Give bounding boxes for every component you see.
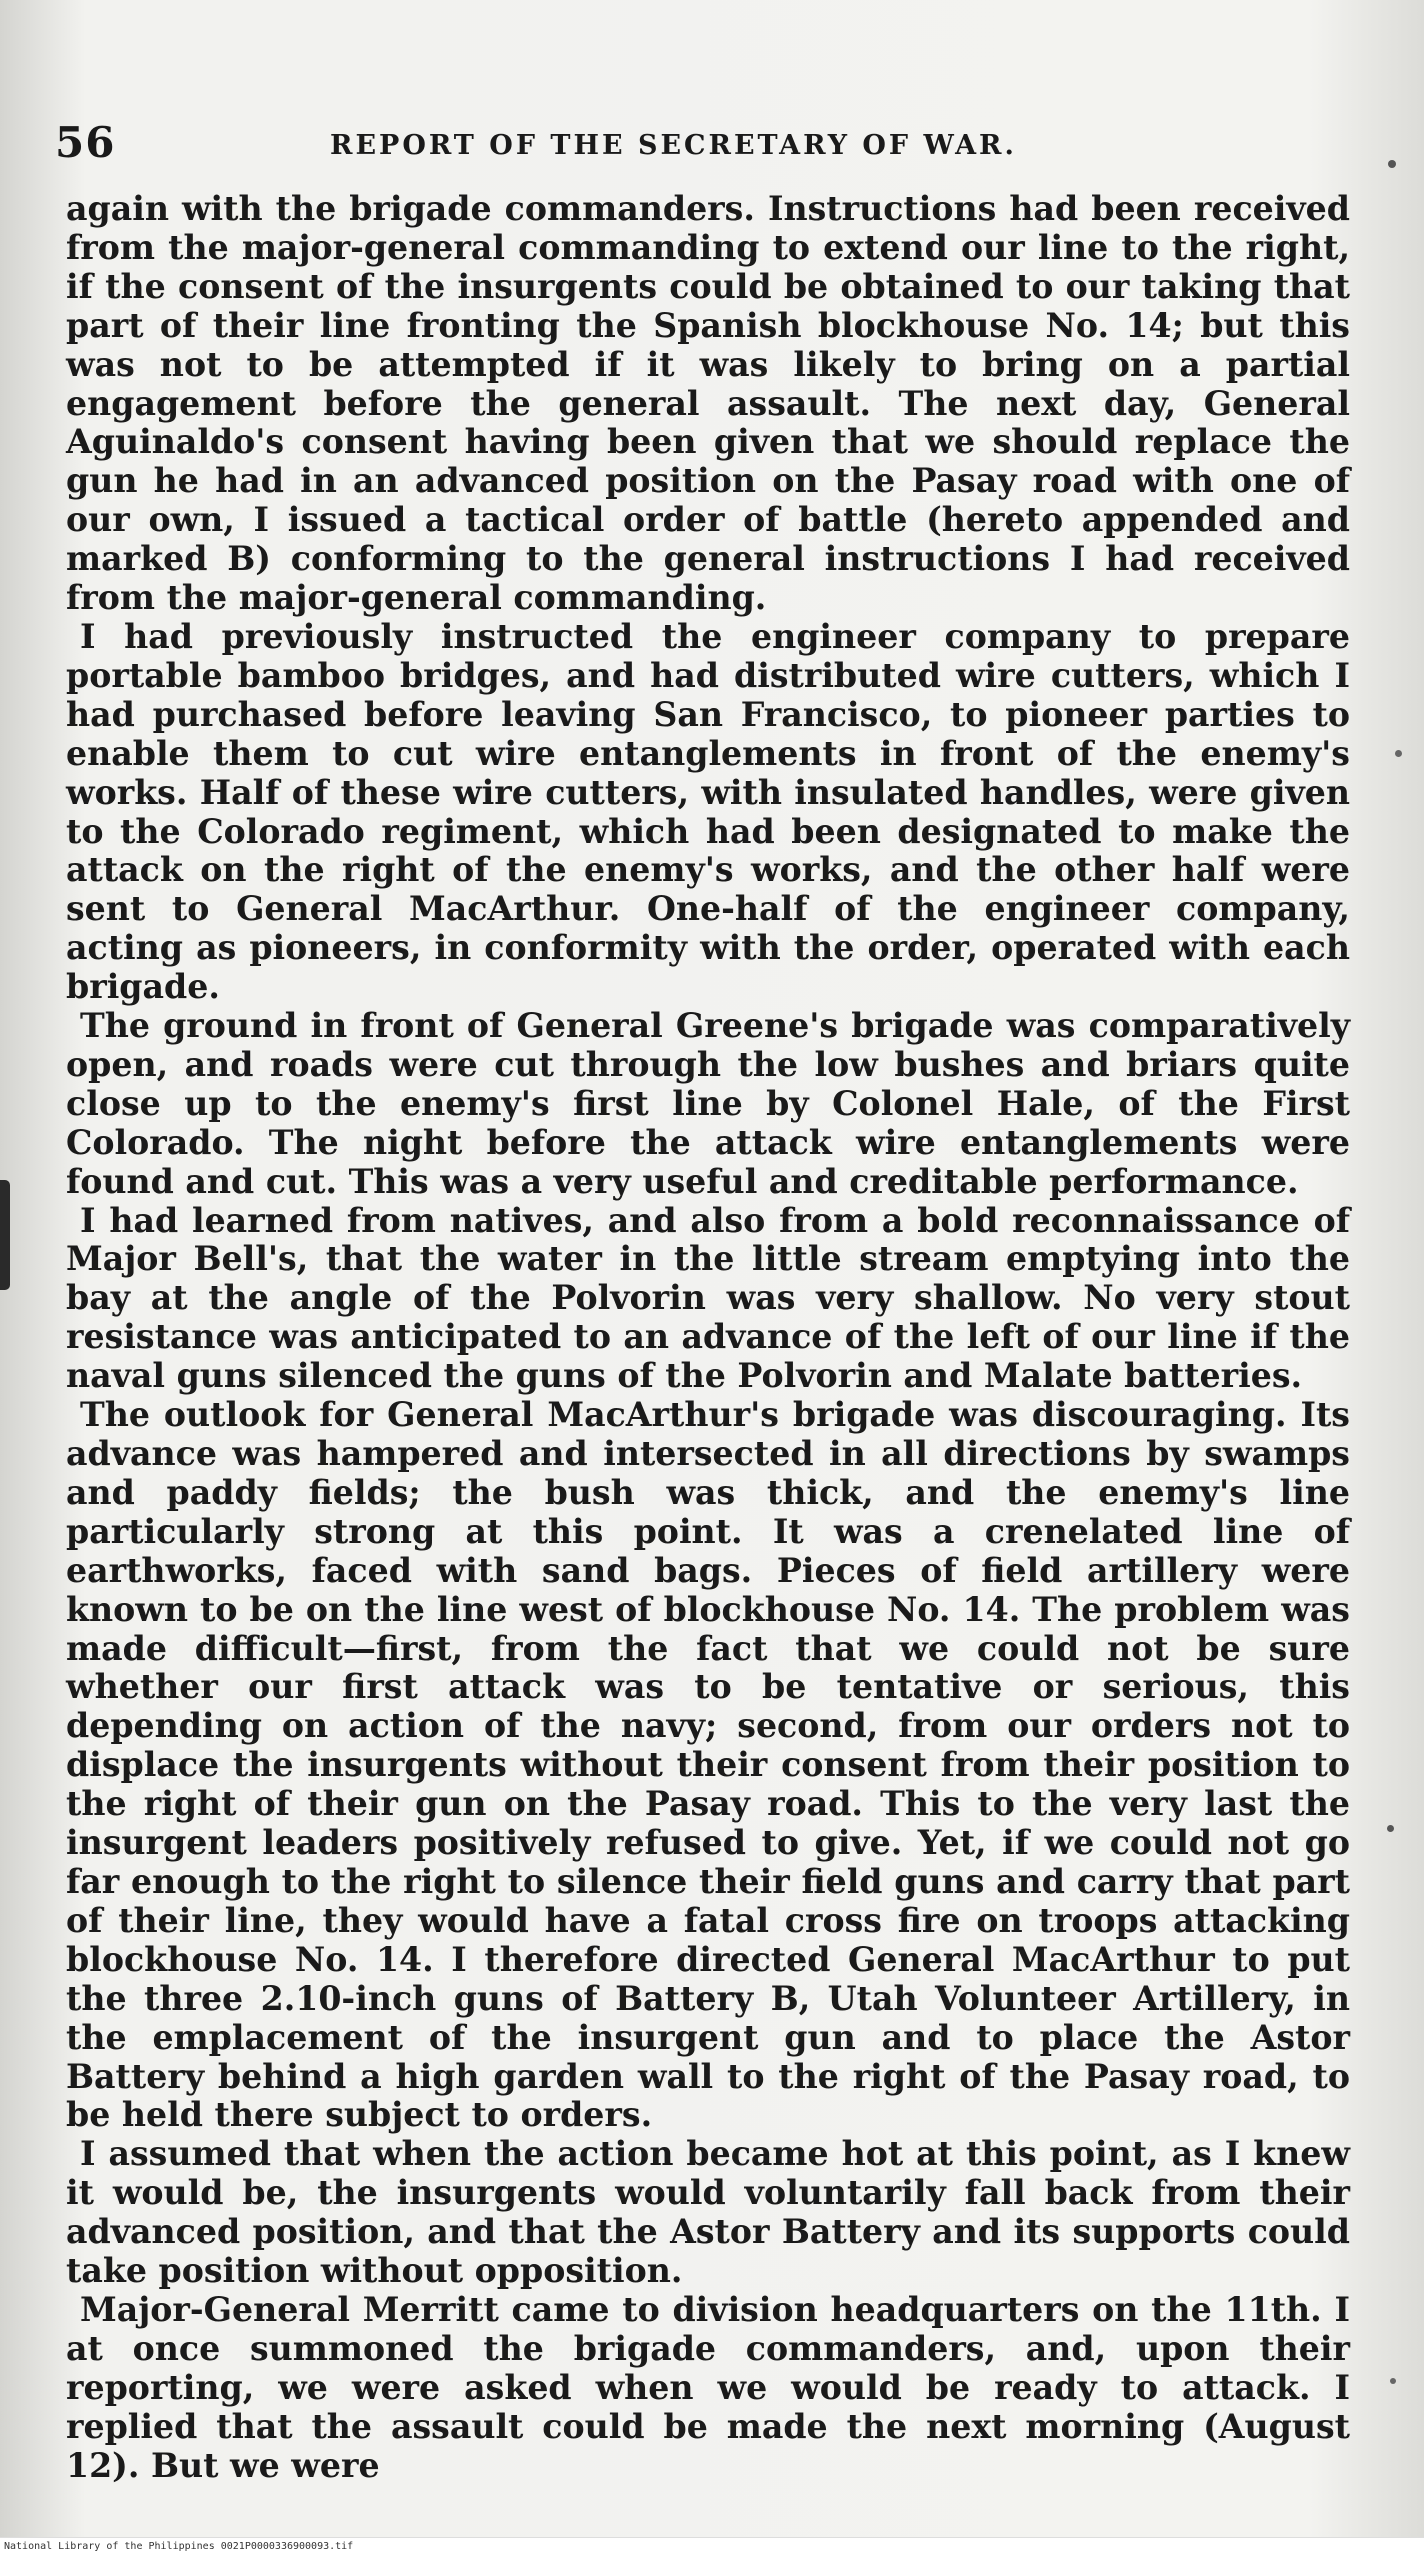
paragraph-4: I had learned from natives, and also from a bold reconnaissance of Major Bell's, that the water in the little stream emptying into the bay at the angle of the Polvorin was very shallow. No very stout resistance was anticipated to an advance of the left of our line if the naval guns silenced the guns of the Polvorin and Malate batteries. (66, 1200, 1350, 1396)
scan-mark-dot-top-right (1388, 160, 1396, 168)
paragraph-1: again with the brigade commanders. Instructions had been received from the major-general commanding to extend our line to the right, if the consent of the insurgents could be obtained to our taking that part of their line fronting the Spanish blockhouse No. 14; but this was not to be attempted if it was likely to bring on a partial engagement before the general assault. The next day, General Aguinaldo's consent having been given that we should replace the gun he had in an advanced position on the Pasay road with one of our own, I issued a tactical order of battle (hereto appended and marked B) conforming to the general instructions I had received from the major-general commanding. (66, 189, 1350, 618)
running-head: REPORT OF THE SECRETARY OF WAR. (330, 130, 1017, 161)
scan-mark-left-edge (0, 1180, 10, 1290)
body-text (66, 190, 1350, 2485)
scan-mark-dot-mid-right (1395, 750, 1402, 757)
scan-mark-dot-lower-right (1387, 1825, 1394, 1832)
page-number: 56 (55, 118, 116, 167)
footer-bar (0, 2537, 1424, 2558)
paragraph-5: The outlook for General MacArthur's brigade was discouraging. Its advance was hampered and intersected in all directions by swamps and paddy fields; the bush was thick, and the enemy's line particularly strong at this point. It was a crenelated line of earthworks, faced with sand bags. Pieces of field artillery were known to be on the line west of blockhouse No. 14. The problem was made difficult—first, from the fact that we could not be sure whether our first attack was to be tentative or serious, this depending on action of the navy; second, from our orders not to displace the insurgents without their consent from their position to the right of their gun on the Pasay road. This to the very last the insurgent leaders positively refused to give. Yet, if we could not go far enough to the right to silence their field guns and carry that part of their line, they would have a fatal cross fire on troops attacking blockhouse No. 14. I therefore directed General MacArthur to put the three 2.10-inch guns of Battery B, Utah Volunteer Artillery, in the emplacement of the insurgent gun and to place the Astor Battery behind a high garden wall to the right of the Pasay road, to be held there subject to orders. (66, 1395, 1350, 2135)
paragraph-6: I assumed that when the action became hot at this point, as I knew it would be, the insurgents would voluntarily fall back from their advanced position, and that the Astor Battery and its supports could take position without opposition. (66, 2134, 1350, 2291)
paragraph-2: I had previously instructed the engineer company to prepare portable bamboo bridges, and had distributed wire cutters, which I had purchased before leaving San Francisco, to pioneer parties to enable them to cut wire entanglements in front of the enemy's works. Half of these wire cutters, with insulated handles, were given to the Colorado regiment, which had been designated to make the attack on the right of the enemy's works, and the other half were sent to General MacArthur. One-half of the engineer company, acting as pioneers, in conformity with the order, operated with each brigade. (66, 616, 1350, 1007)
footer-source-text: National Library of the Philippines 0021P0000336900093.tif (4, 2541, 354, 2552)
scan-mark-dot-bottom-right (1390, 2378, 1396, 2384)
page-header (55, 118, 1365, 178)
paragraph-7: Major-General Merritt came to division headquarters on the 11th. I at once summoned the brigade commanders, and, upon their reporting, we were asked when we would be ready to attack. I replied that the assault could be made the next morning (August 12). But we were (66, 2289, 1350, 2485)
paragraph-3: The ground in front of General Greene's brigade was comparatively open, and roads were cut through the low bushes and briars quite close up to the enemy's first line by Colonel Hale, of the First Colorado. The night before the attack wire entanglements were found and cut. This was a very useful and creditable performance. (66, 1006, 1350, 1201)
